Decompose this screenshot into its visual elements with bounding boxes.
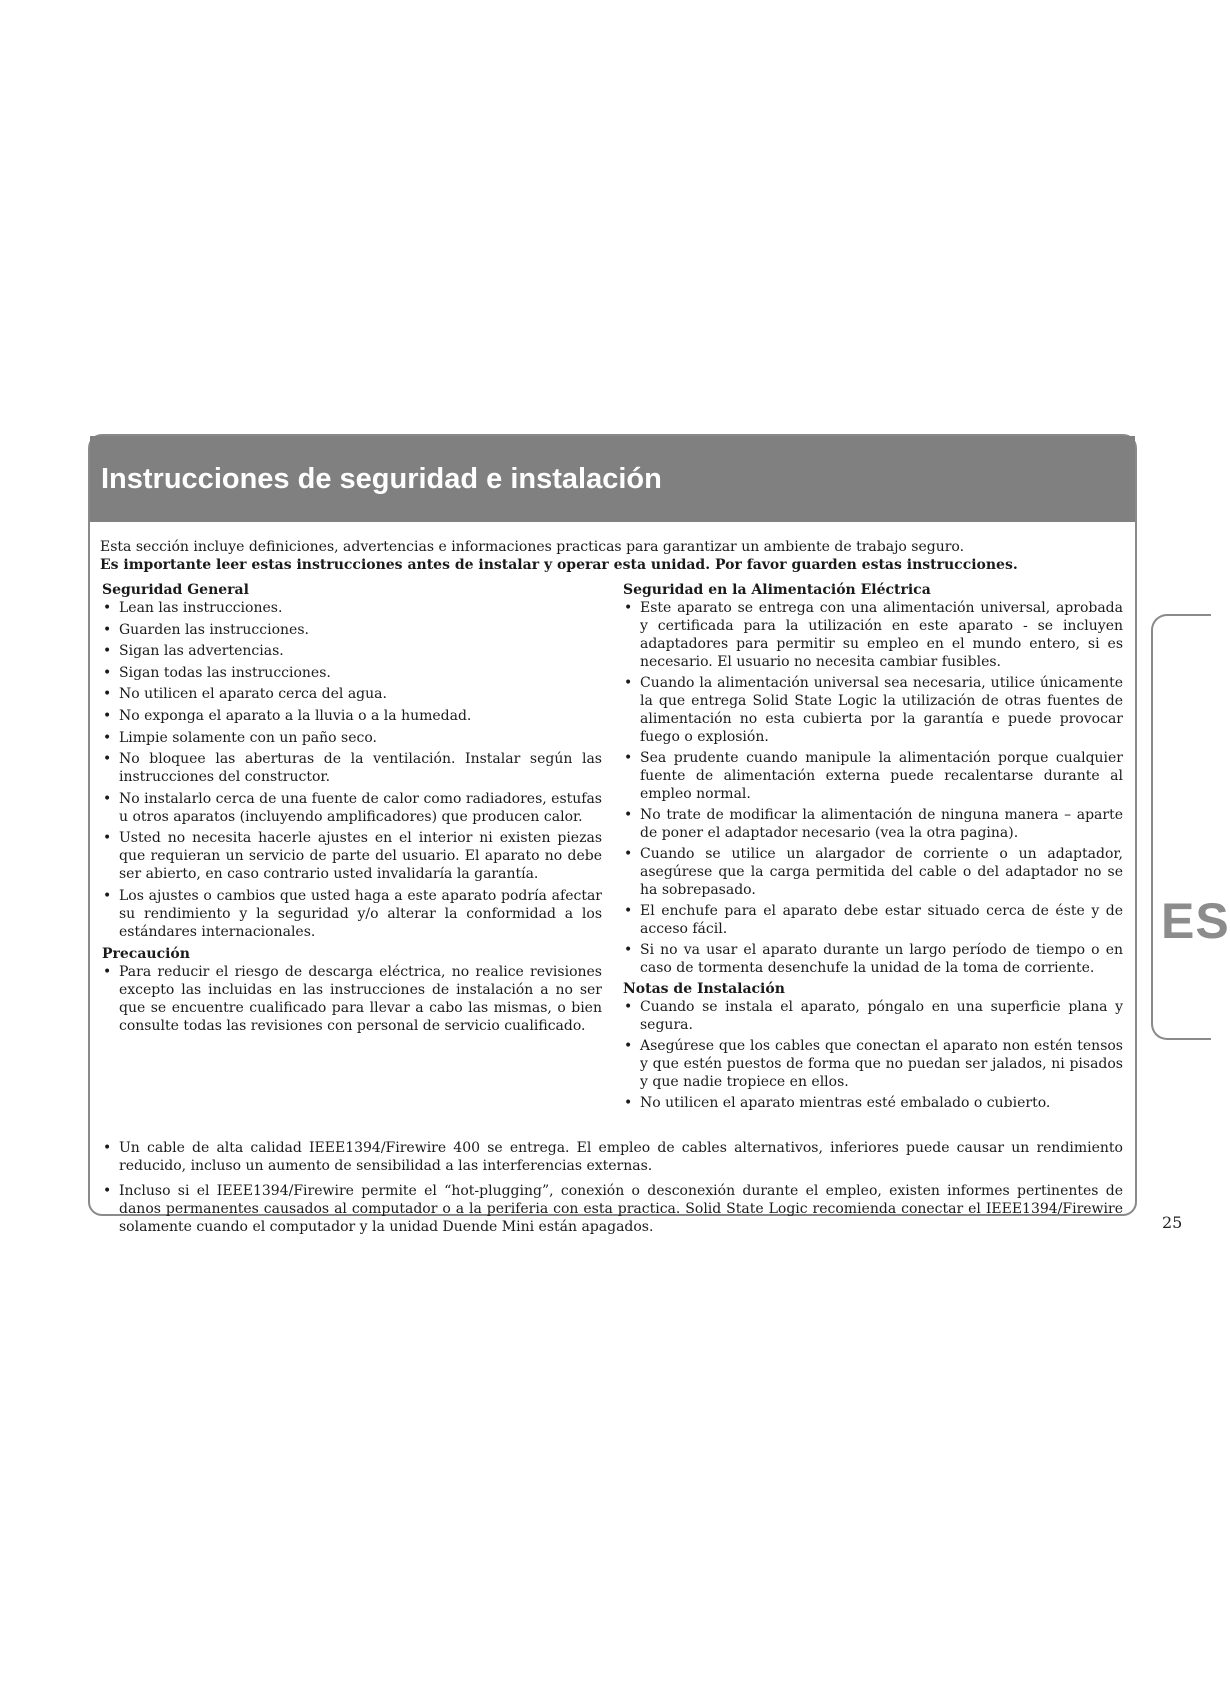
list-item: • Sigan todas las instrucciones. [102, 664, 602, 682]
installation-notes-heading: Notas de Instalación [623, 981, 785, 997]
list-item: • Guarden las instrucciones. [102, 621, 602, 639]
list-item: • No utilicen el aparato cerca del agua. [102, 685, 602, 703]
general-safety-heading: Seguridad General [102, 582, 249, 598]
general-safety-list [102, 599, 602, 941]
list-item: • Cuando la alimentación universal sea necesaria, utilice únicamente la que entrega Solid State Logic la utilización de otras fuentes de alimentación no esta cubierta por la garantía e puede provocar fuego o explosión. [623, 674, 1123, 746]
list-item: • No exponga el aparato a la lluvia o a la humedad. [102, 707, 602, 725]
list-item: • No trate de modificar la alimentación de ninguna manera – aparte de poner el adaptador necesario (vea la otra pagina). [623, 806, 1123, 842]
caution-heading: Precaución [102, 945, 190, 962]
language-side-tab [1151, 614, 1230, 1040]
installation-notes-list [623, 998, 1123, 1112]
two-column-section [100, 581, 1123, 1115]
list-item: • Asegúrese que los cables que conectan el aparato non estén tensos y que estén puestos de forma que no puedan ser jalados, ni pisados y que nadie tropiece en ellos. [623, 1037, 1123, 1091]
intro-bold-text: Es importante leer estas instrucciones antes de instalar y operar esta unidad. Por favor guarden estas instrucciones. [100, 557, 1018, 573]
list-item: • Sigan las advertencias. [102, 642, 602, 660]
panel-content [100, 538, 1123, 1243]
list-item: • Limpie solamente con un paño seco. [102, 729, 602, 747]
safety-panel [88, 434, 1137, 1235]
caution-list [102, 963, 602, 1035]
list-item: • Este aparato se entrega con una alimentación universal, aprobada y certificada para la utilización en este aparato - se incluyen adaptadores para permitir su empleo en el mundo entero, si es necesario. El usuario no necesita cambiar fusibles. [623, 599, 1123, 671]
panel-header [90, 436, 1135, 522]
list-item: • Cuando se instala el aparato, póngalo en una superficie plana y segura. [623, 998, 1123, 1034]
list-item: • Lean las instrucciones. [102, 599, 602, 617]
list-item: • Para reducir el riesgo de descarga eléctrica, no realice revisiones excepto las incluidas en las instrucciones de instalación a no ser que se encuentre cualificado para llevar a cabo las mismas, o bien consulte todas las revisiones con personal de servicio cualificado. [102, 963, 602, 1035]
intro-text: Esta sección incluye definiciones, advertencias e informaciones practicas para garantizar un ambiente de trabajo seguro. [100, 539, 965, 555]
list-item: • No bloquee las aberturas de la ventilación. Instalar según las instrucciones del constructor. [102, 750, 602, 786]
power-safety-list [623, 599, 1123, 977]
list-item: • Incluso si el IEEE1394/Firewire permite el “hot-plugging”, conexión o desconexión durante el empleo, existen informes pertinentes de danos permanentes causados al computador o a la periferia con esta practica. Solid State Logic recomienda conectar el IEEE1394/Firewire solamente cuando el computador y la unidad Duende Mini están apagados. [102, 1182, 1123, 1236]
list-item: • No utilicen el aparato mientras esté embalado o cubierto. [623, 1094, 1123, 1112]
firewire-notes-list [100, 1139, 1123, 1236]
page-title: Instrucciones de seguridad e instalación [101, 462, 662, 495]
list-item: • No instalarlo cerca de una fuente de calor como radiadores, estufas u otros aparatos (incluyendo amplificadores) que producen calor. [102, 790, 602, 826]
list-item: • Cuando se utilice un alargador de corriente o un adaptador, asegúrese que la carga permitida del cable o del adaptador no se ha sobrepasado. [623, 845, 1123, 899]
list-item: • Un cable de alta calidad IEEE1394/Firewire 400 se entrega. El empleo de cables alternativos, inferiores puede causar un rendimiento reducido, incluso un aumento de sensibilidad a las interferencias externas. [102, 1139, 1123, 1175]
page-number: 25 [1162, 1213, 1183, 1232]
right-column [623, 581, 1123, 1115]
left-column [100, 581, 602, 1115]
language-tab-label: ES [1161, 893, 1230, 949]
list-item: • Usted no necesita hacerle ajustes en el interior ni existen piezas que requieran un servicio de parte del usuario. El aparato no debe ser abierto, en caso contrario usted invalidaría la garantía. [102, 829, 602, 883]
list-item: • Si no va usar el aparato durante un largo período de tiempo o en caso de tormenta desenchufe la unidad de la toma de corriente. [623, 941, 1123, 977]
list-item: • Los ajustes o cambios que usted haga a este aparato podría afectar su rendimiento y la seguridad y/o alterar la conformidad a los estándares internacionales. [102, 887, 602, 941]
list-item: • El enchufe para el aparato debe estar situado cerca de éste y de acceso fácil. [623, 902, 1123, 938]
list-item: • Sea prudente cuando manipule la alimentación porque cualquier fuente de alimentación externa puede recalentarse durante al empleo normal. [623, 749, 1123, 803]
power-safety-heading: Seguridad en la Alimentación Eléctrica [623, 582, 931, 598]
